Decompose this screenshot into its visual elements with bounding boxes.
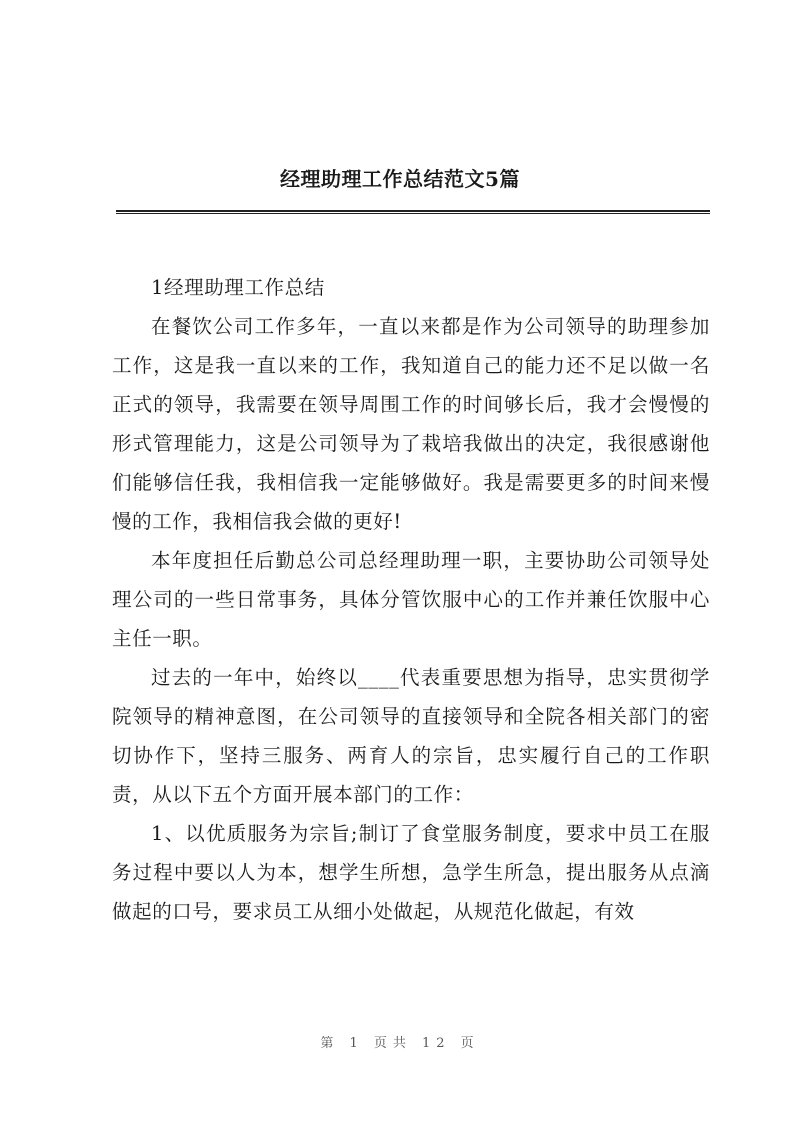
paragraph: 过去的一年中，始终以____代表重要思想为指导，忠实贯彻学院领导的精神意图，在公司领导的直接领导和全院各相关部门的密切协作下，坚持三服务、两育人的宗旨，忠实履行自己的工作职责，从以下五个方面开展本部门的工作： <box>112 666 710 806</box>
title-divider <box>116 210 710 214</box>
section-heading: 1经理助理工作总结 <box>151 276 325 299</box>
paragraph: 1、以优质服务为宗旨;制订了食堂服务制度，要求中员工在服务过程中要以人为本，想学生所想，急学生所急，提出服务从点滴做起的口号，要求员工从细小处做起，从规范化做起，有效 <box>112 822 710 923</box>
page-title: 经理助理工作总结范文5篇 <box>280 167 520 191</box>
page-number-footer: 第 1 页共 12 页 <box>320 1036 480 1051</box>
paragraph: 在餐饮公司工作多年，一直以来都是作为公司领导的助理参加工作，这是我一直以来的工作，我知道自己的能力还不足以做一名正式的领导，我需要在领导周围工作的时间够长后，我才会慢慢的形式管理能力，这是公司领导为了栽培我做出的决定，我很感谢他们能够信任我，我相信我一定能够做好。我是需要更多的时间来慢慢的工作，我相信我会做的更好! <box>112 315 710 533</box>
document-body <box>112 268 710 931</box>
paragraph: 本年度担任后勤总公司总经理助理一职，主要协助公司领导处理公司的一些日常事务，具体分管饮服中心的工作并兼任饮服中心主任一职。 <box>112 549 710 650</box>
